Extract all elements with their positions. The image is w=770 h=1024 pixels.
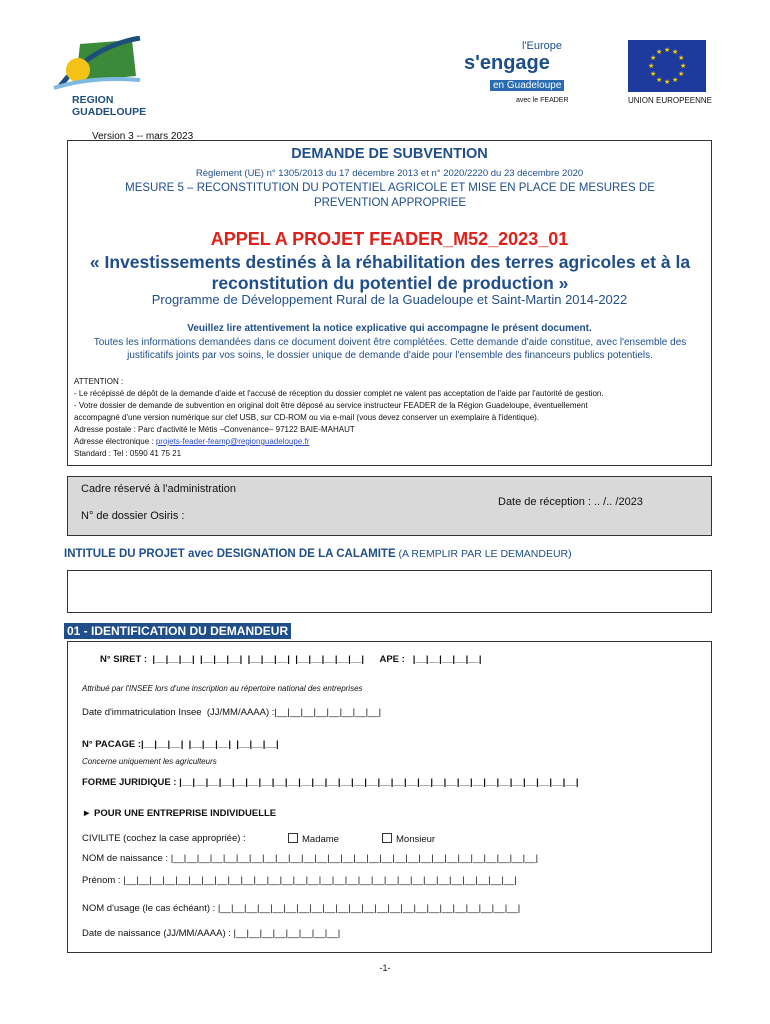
veuillez-text: Veuillez lire attentivement la notice explicative qui accompagne le présent document. — [187, 323, 592, 334]
intitule-heading — [64, 548, 572, 560]
svg-text:★: ★ — [650, 70, 657, 78]
svg-text:★: ★ — [650, 54, 657, 62]
svg-text:★: ★ — [680, 62, 687, 70]
intitule-label: INTITULE DU PROJET avec DESIGNATION DE LA CALAMITE — [64, 548, 396, 560]
madame-label: Madame — [302, 834, 339, 845]
toutes-text: Toutes les informations demandées dans ce document doivent être complétées. Cette demande d'aide constitue, avec l'ensemble des justificatifs joints par vos soins, le dossier unique de demande d'aide pour l'ensemble des financeurs publics potentiels. — [93, 337, 687, 361]
attention-line3: accompagné d'une version numérique sur clef USB, sur CD-ROM ou via e-mail (vous devez conserver un exemplaire à l'identique). — [74, 413, 540, 422]
email-line — [74, 436, 704, 448]
osiris-field[interactable]: N° de dossier Osiris : — [81, 510, 185, 522]
siret-field[interactable]: N° SIRET : |__|__|__| |__|__|__| |__|__|__| |__|__|__|__|__| APE : |__|__|__|__|__| — [100, 654, 482, 665]
identification-box — [67, 641, 712, 953]
investissements-title: « Investissements destinés à la réhabilitation des terres agricoles et à la reconstitution du potentiel de production » — [89, 252, 691, 293]
mesure-text: MESURE 5 – RECONSTITUTION DU POTENTIEL AGRICOLE ET MISE EN PLACE DE MESURES DE PREVENTION APPROPRIEE — [125, 182, 655, 209]
civilite-label: CIVILITE (cochez la case appropriée) : — [82, 833, 246, 844]
immatriculation-field[interactable]: Date d'immatriculation Insee (JJ/MM/AAAA) :|__|__|__|__|__|__|__|__| — [82, 707, 382, 718]
programme-text: Programme de Développement Rural de la Guadeloupe et Saint-Martin 2014-2022 — [151, 292, 628, 307]
monsieur-option[interactable] — [382, 833, 435, 845]
region-logo-graphic — [52, 36, 144, 96]
entreprise-individuelle-heading: ► POUR UNE ENTREPRISE INDIVIDUELLE — [82, 808, 277, 819]
attention-line1: - Le récépissé de dépôt de la demande d'aide et l'accusé de réception du dossier complet ne valent pas acceptation de l'aide par l'autorité de gestion. — [74, 389, 604, 398]
engage-small-text: avec le FEADER — [516, 97, 569, 104]
svg-text:★: ★ — [678, 70, 685, 78]
svg-text:★: ★ — [672, 48, 679, 56]
engage-sub-text: en Guadeloupe — [490, 80, 564, 91]
monsieur-checkbox[interactable] — [382, 833, 392, 843]
prenom-field[interactable]: Prénom : |__|__|__|__|__|__|__|__|__|__|__|__|__|__|__|__|__|__|__|__|__|__|__|__|__|__|__|__|__|__| — [82, 875, 517, 886]
appel-title: APPEL A PROJET FEADER_M52_2023_01 — [210, 229, 569, 249]
postal-address: Adresse postale : Parc d'activité le Métis –Convenance– 97122 BAIE-MAHAUT — [74, 425, 355, 434]
svg-text:★: ★ — [656, 48, 663, 56]
demande-title: DEMANDE DE SUBVENTION — [291, 146, 488, 162]
engage-main-text: s'engage — [464, 52, 550, 74]
svg-text:★: ★ — [664, 78, 671, 86]
eu-label: UNION EUROPEENNE — [627, 96, 712, 105]
madame-option[interactable] — [288, 833, 339, 845]
cadre-label: Cadre réservé à l'administration — [81, 483, 236, 495]
email-label: Adresse électronique : — [74, 437, 156, 446]
date-naissance-field[interactable]: Date de naissance (JJ/MM/AAAA) : |__|__|__|__|__|__|__|__| — [82, 928, 341, 939]
standard-phone: Standard : Tel : 0590 41 75 21 — [74, 449, 182, 458]
page-number: -1- — [379, 963, 391, 973]
nom-naissance-field[interactable]: NOM de naissance : |__|__|__|__|__|__|__|__|__|__|__|__|__|__|__|__|__|__|__|__|__|__|__|__|__|__|__|__| — [82, 853, 539, 864]
region-guadeloupe-logo — [52, 36, 147, 124]
pacage-note: Concerne uniquement les agriculteurs — [82, 757, 217, 766]
attention-block — [74, 376, 704, 460]
attention-heading: ATTENTION : — [74, 377, 124, 386]
svg-text:★: ★ — [656, 76, 663, 84]
siret-note: Attribué par l'INSEE lors d'une inscription au répertoire national des entreprises — [82, 684, 363, 693]
attention-line2: - Votre dossier de demande de subvention en original doit être déposé au service instructeur FEADER de la Région Guadeloupe, éventuellement — [74, 401, 588, 410]
reglement-text: Règlement (UE) n° 1305/2013 du 17 décembre 2013 et n° 2020/2220 du 23 décembre 2020 — [195, 168, 584, 179]
svg-text:★: ★ — [648, 62, 655, 70]
section-01-title: 01 - IDENTIFICATION DU DEMANDEUR — [64, 623, 291, 639]
engage-top-text: l'Europe — [522, 40, 563, 52]
svg-text:★: ★ — [664, 46, 671, 54]
eu-flag-icon — [628, 40, 706, 92]
europe-engage-logo — [460, 40, 580, 112]
forme-juridique-field[interactable]: FORME JURIDIQUE : |__|__|__|__|__|__|__|__|__|__|__|__|__|__|__|__|__|__|__|__|__|__|__|__|__|__|__|__|__|__| — [82, 777, 579, 788]
madame-checkbox[interactable] — [288, 833, 298, 843]
svg-text:★: ★ — [678, 54, 685, 62]
intitule-sub: (A REMPLIR PAR LE DEMANDEUR) — [395, 548, 572, 560]
pacage-field[interactable]: N° PACAGE :|__|__|__| |__|__|__| |__|__|__| — [82, 739, 279, 750]
email-link[interactable]: projets-feader-feamp@regionguadeloupe.fr — [155, 437, 310, 446]
date-reception-field[interactable]: Date de réception : .. /.. /2023 — [498, 496, 643, 508]
monsieur-label: Monsieur — [396, 834, 436, 845]
project-title-field[interactable] — [67, 570, 712, 613]
svg-text:★: ★ — [672, 76, 679, 84]
region-logo-text: REGION GUADELOUPE — [72, 94, 147, 118]
version-text: Version 3 -- mars 2023 — [92, 131, 194, 142]
admin-box — [67, 476, 712, 536]
nom-usage-field[interactable]: NOM d'usage (le cas échéant) : |__|__|__|__|__|__|__|__|__|__|__|__|__|__|__|__|__|__|__|__|__|__|__| — [82, 903, 521, 914]
